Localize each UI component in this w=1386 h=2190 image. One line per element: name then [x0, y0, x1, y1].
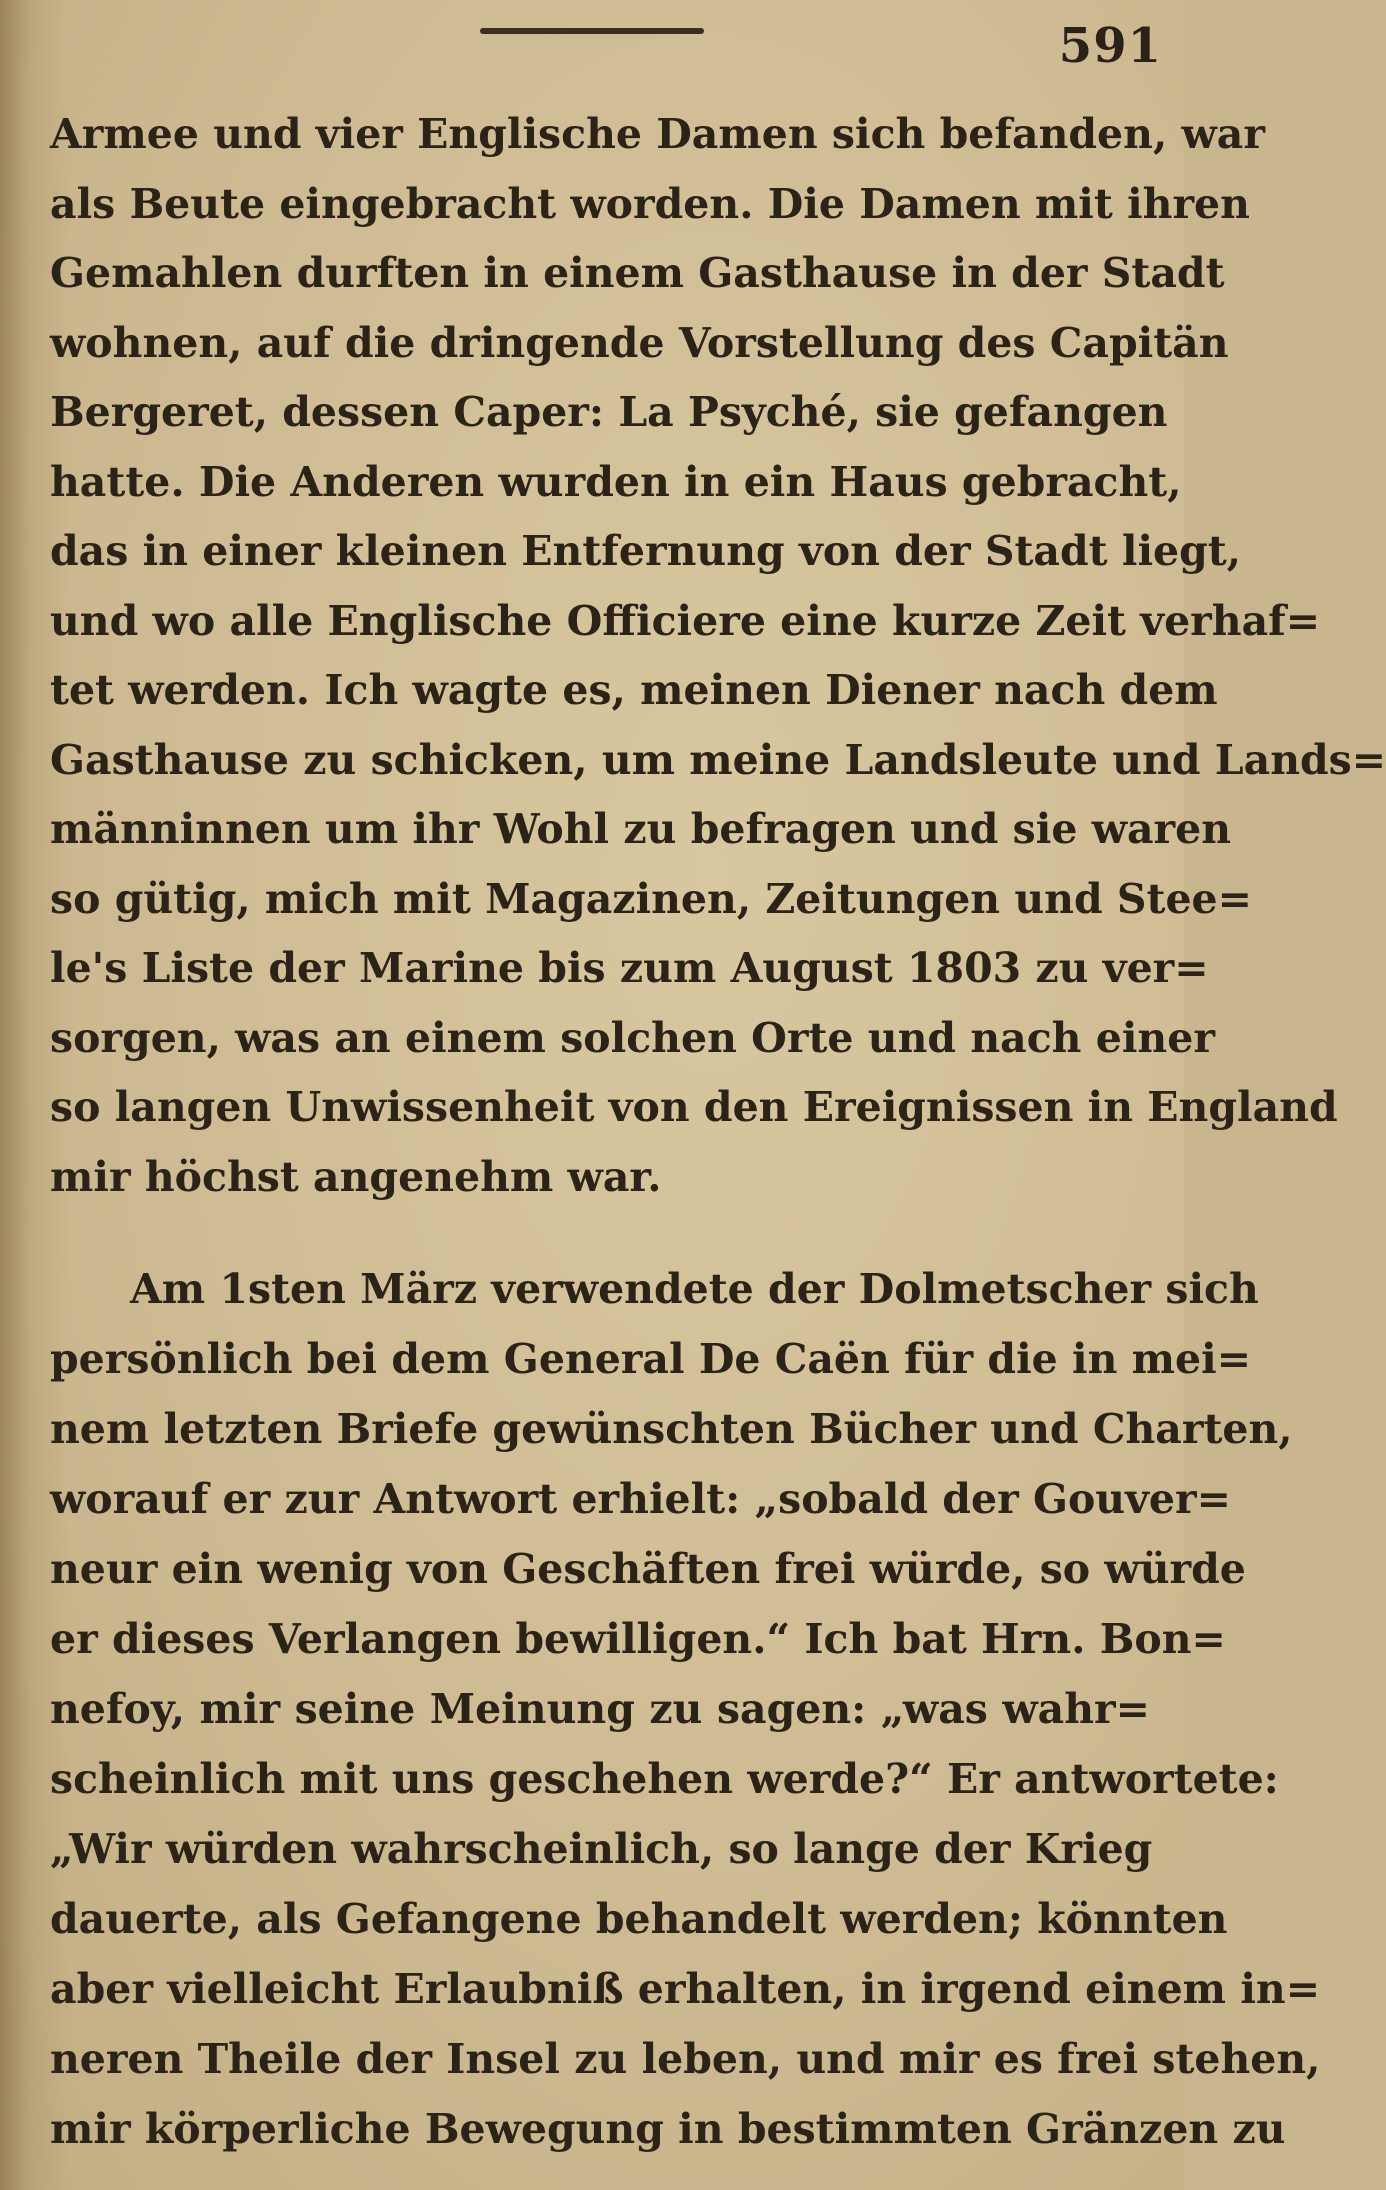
text-line: persönlich bei dem General De Caën für die in mei=: [50, 1335, 1252, 1383]
text-line: nem letzten Briefe gewünschten Bücher und Charten,: [50, 1405, 1293, 1453]
text-line: worauf er zur Antwort erhielt: „sobald der Gouver=: [50, 1475, 1231, 1523]
text-line: le's Liste der Marine bis zum August 1803 zu ver=: [50, 944, 1209, 992]
text-line: scheinlich mit uns geschehen werde?“ Er antwortete:: [50, 1755, 1279, 1803]
text-line: Bergeret, dessen Caper: La Psyché, sie gefangen: [50, 388, 1168, 436]
page-number: 591: [1058, 18, 1162, 74]
text-line: Gasthause zu schicken, um meine Landsleute und Lands=: [50, 735, 1386, 784]
text-line: hatte. Die Anderen wurden in ein Haus gebracht,: [50, 457, 1182, 506]
text-line: er dieses Verlangen bewilligen.“ Ich bat Hrn. Bon=: [50, 1615, 1226, 1663]
header-rule: [480, 28, 704, 34]
text-line: sorgen, was an einem solchen Orte und nach einer: [50, 1013, 1215, 1062]
paragraph-2: [50, 1254, 1321, 2164]
paragraph-1: [50, 100, 1386, 1212]
text-line: mir körperliche Bewegung in bestimmten Gränzen zu: [50, 2105, 1286, 2153]
text-line: männinnen um ihr Wohl zu befragen und sie waren: [50, 805, 1232, 853]
text-line: so gütig, mich mit Magazinen, Zeitungen und Stee=: [50, 874, 1252, 923]
text-line: aber vielleicht Erlaubniß erhalten, in irgend einem in=: [50, 1965, 1321, 2013]
text-line: nefoy, mir seine Meinung zu sagen: „was wahr=: [50, 1685, 1150, 1733]
text-line: neren Theile der Insel zu leben, und mir es frei stehen,: [50, 2035, 1321, 2083]
text-line: Gemahlen durften in einem Gasthause in der Stadt: [50, 249, 1225, 297]
text-line: tet werden. Ich wagte es, meinen Diener nach dem: [50, 666, 1218, 714]
text-line: wohnen, auf die dringende Vorstellung des Capitän: [50, 318, 1229, 367]
text-line: mir höchst angenehm war.: [50, 1152, 662, 1201]
text-line: das in einer kleinen Entfernung von der Stadt liegt,: [50, 527, 1241, 575]
text-line: dauerte, als Gefangene behandelt werden; könnten: [50, 1895, 1228, 1943]
text-line: als Beute eingebracht worden. Die Damen mit ihren: [50, 179, 1250, 228]
text-line: „Wir würden wahrscheinlich, so lange der Krieg: [50, 1825, 1153, 1873]
text-line: und wo alle Englische Officiere eine kurze Zeit verhaf=: [50, 596, 1321, 645]
text-line: so langen Unwissenheit von den Ereignissen in England: [50, 1083, 1338, 1131]
text-line: neur ein wenig von Geschäften frei würde, so würde: [50, 1545, 1246, 1593]
text-line: Am 1sten März verwendete der Dolmetscher sich: [130, 1265, 1259, 1313]
text-line: Armee und vier Englische Damen sich befanden, war: [50, 110, 1265, 158]
